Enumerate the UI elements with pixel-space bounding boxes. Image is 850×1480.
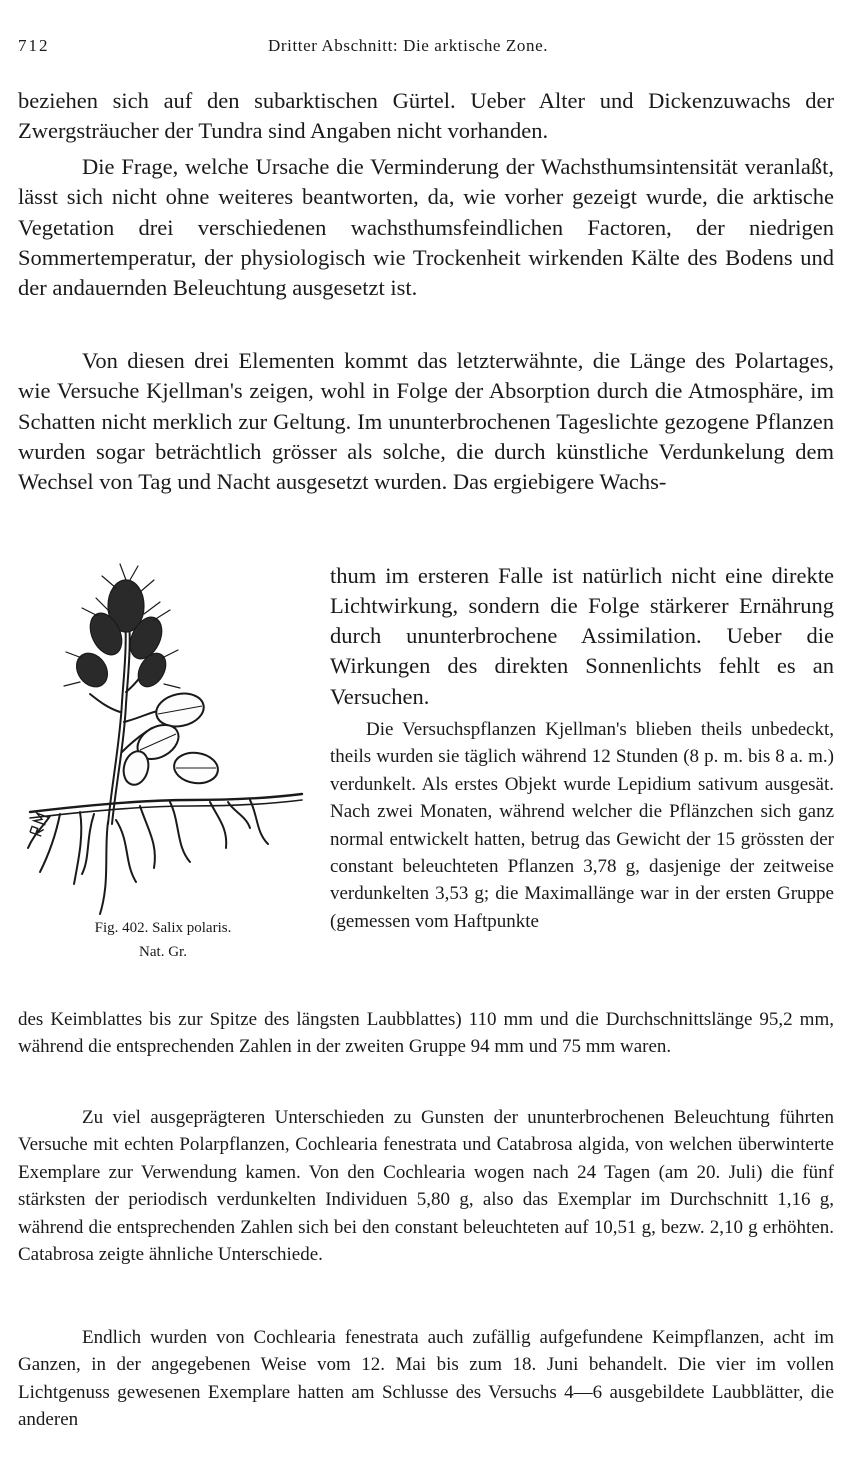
paragraph-text: des Keimblattes bis zur Spitze des längsten Laubblattes) 110 mm und die Durchschnittslänge 95,2 mm, während die entsprechenden Zahlen in der zweiten Gruppe 94 mm und 75 mm waren. — [18, 1009, 834, 1058]
paragraph-text: beziehen sich auf den subarktischen Gürtel. Ueber Alter und Dickenzuwachs der Zwergsträucher der Tundra sind Angaben nicht vorhanden. — [18, 88, 834, 144]
figure-salix-polaris — [20, 562, 320, 962]
paragraph-3-continued — [330, 538, 834, 734]
figure-caption-line-2: Nat. Gr. — [139, 944, 187, 960]
paragraph-text: Die Frage, welche Ursache die Verminderung der Wachsthumsintensität veranlaßt, lässt sich nicht ohne weiteres beantworten, da, wie vorher gezeigt wurde, die arktische Vegetation drei verschiedenen wachsthumsfeindlichen Factoren, der niedrigen Sommertemperatur, der physiologisch wie Trockenheit wirkenden Kälte des Bodens und der andauernden Beleuchtung ausgesetzt ist. — [18, 154, 834, 301]
paragraph-5 — [18, 1104, 834, 1268]
paragraph-4-continued — [18, 1006, 834, 1061]
header-title: Dritter Abschnitt: Die arktische Zone. — [268, 36, 549, 55]
paragraph-6 — [18, 1324, 834, 1434]
paragraph-text: thum im ersteren Falle ist natürlich nicht eine direkte Lichtwirkung, sondern die Folge stärkerer Ernährung durch ununterbrochene Assimilation. Ueber die Wirkungen des direkten Sonnenlichts fehlt es an Versuchen. — [330, 562, 834, 709]
paragraph-2 — [18, 152, 834, 303]
paragraph-text: Zu viel ausgeprägteren Unterschieden zu Gunsten der ununterbrochenen Beleuchtung führten Versuche mit echten Polarpflanzen, Cochlearia fenestrata und Catabrosa algida, von welchen überwinterte Exemplare zur Verwendung kamen. Von den Cochlearia wogen nach 24 Tagen (am 20. Juli) die fünf stärksten der periodisch verdunkelten Individuen 5,80 g, also das Exemplar im Durchschnitt 1,16 g, während die entsprechenden Zahlen sich bei den constant beleuchteten auf 10,51 g, bezw. 2,10 g erhöhten. Catabrosa zeigte ähnliche Unterschiede. — [18, 1107, 834, 1266]
salix-polaris-illustration-icon — [20, 562, 320, 922]
figure-caption — [38, 916, 288, 964]
paragraph-4 — [330, 716, 834, 935]
paragraph-text: Von diesen drei Elementen kommt das letzterwähnte, die Länge des Polartages, wie Versuche Kjellman's zeigen, wohl in Folge der Absorption durch die Atmosphäre, im Schatten nicht merklich zur Geltung. Im ununterbrochenen Tageslichte gezogene Pflanzen wurden sogar beträchtlich grösser als solche, die durch künstliche Verdunkelung dem Wechsel von Tag und Nacht ausgesetzt wurden. Das ergiebigere Wachs- — [18, 348, 834, 495]
running-head — [18, 36, 832, 62]
paragraph-text: Die Versuchspflanzen Kjellman's blieben theils unbedeckt, theils wurden sie täglich während 12 Stunden (8 p. m. bis 8 a. m.) verdunkelt. Als erstes Objekt wurde Lepidium sativum ausgesät. Nach zwei Monaten, während welcher die Pflänzchen sich ganz normal entwickelt hatten, betrug das Gewicht der 15 grössten der constant beleuchteten Pflanzen 3,78 g, dasjenige der zeitweise verdunkelten 3,53 g; die Maximallänge war in der ersten Gruppe (gemessen vom Haftpunkte — [330, 719, 834, 932]
paragraph-3 — [18, 346, 834, 497]
figure-caption-line-1: Fig. 402. Salix polaris. — [94, 920, 232, 936]
page-number: 712 — [18, 36, 50, 55]
paragraph-1 — [18, 86, 834, 147]
paragraph-text: Endlich wurden von Cochlearia fenestrata auch zufällig aufgefundene Keimpflanzen, acht im Ganzen, in der angegebenen Weise vom 12. Mai bis zum 18. Juni behandelt. Die vier im vollen Lichtgenuss gewesenen Exemplare hatten am Schlusse des Versuchs 4—6 ausgebildete Laubblätter, die anderen — [18, 1327, 834, 1431]
